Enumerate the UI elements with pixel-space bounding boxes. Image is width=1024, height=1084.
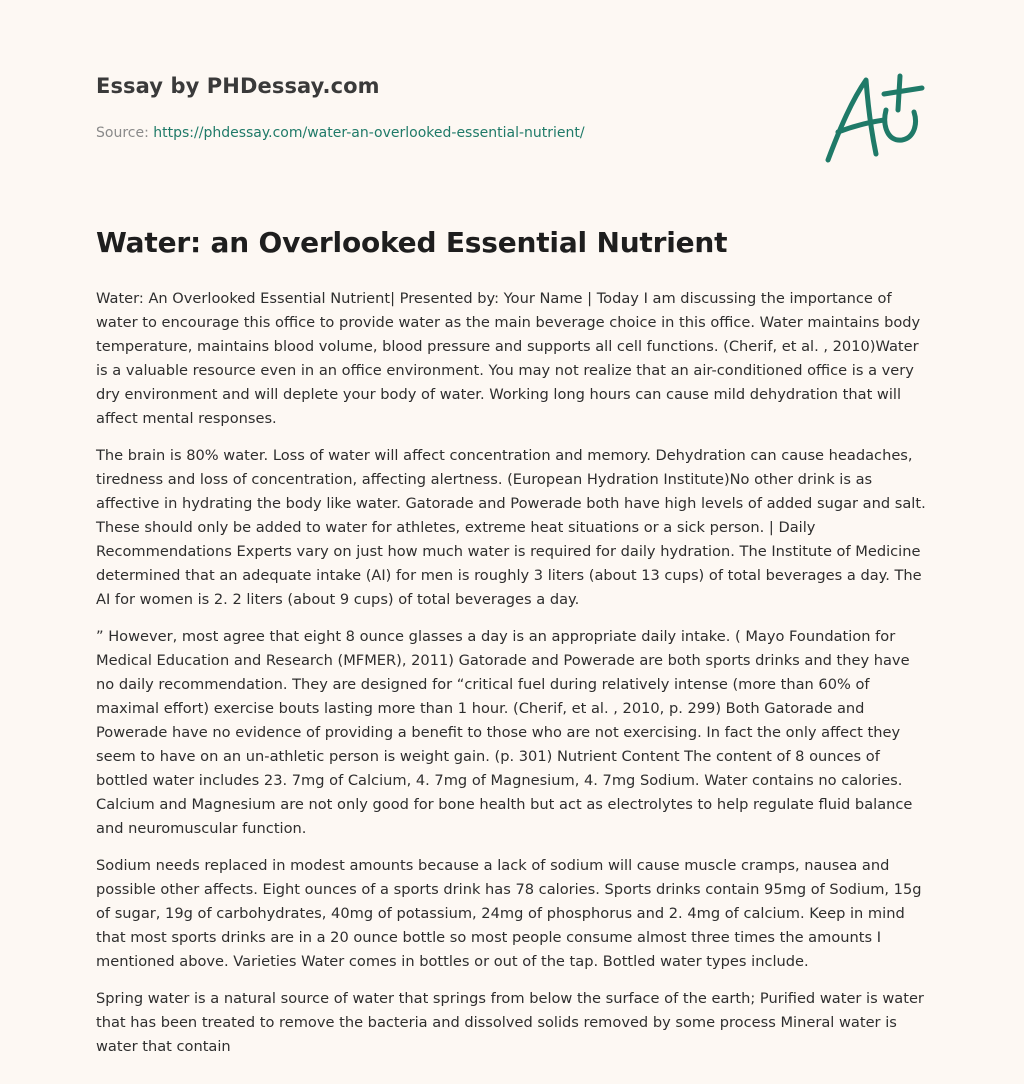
- essay-paragraph: Water: An Overlooked Essential Nutrient| Presented by: Your Name | Today I am discussing the importance of water to encourage this office to provide water as the main beverage choice in this office. Water maintains body temperature, maintains blood volume, blood pressure and supports all cell functions. (Cherif, et al. , 2010)Water is a valuable resource even in an office environment. You may not realize that an air-conditioned office is a very dry environment and will deplete your body of water. Working long hours can cause mild dehydration that will affect mental responses.: [96, 290, 921, 427]
- essay-paragraph: Sodium needs replaced in modest amounts because a lack of sodium will cause muscle cramps, nausea and possible other affects. Eight ounces of a sports drink has 78 calories. Sports drinks contain 95mg of Sodium, 15g of sugar, 19g of carbohydrates, 40mg of potassium, 24mg of phosphorus and 2. 4mg of calcium. Keep in mind that most sports drinks are in a 20 ounce bottle so most people consume almost three times the amounts I mentioned above. Varieties Water comes in bottles or out of the tap. Bottled water types include.: [96, 857, 922, 970]
- essay-paragraph: ” However, most agree that eight 8 ounce glasses a day is an appropriate daily intake. ( Mayo Foundation for Medical Education and Research (MFMER), 2011) Gatorade and Powerade are both sports drinks and they have no daily recommendation. They are designed for “critical fuel during relatively intense (more than 60% of maximal effort) exercise bouts lasting more than 1 hour. (Cherif, et al. , 2010, p. 299) Both Gatorade and Powerade have no evidence of providing a benefit to those who are not exercising. In fact the only affect they seem to have on an un-athletic person is weight gain. (p. 301) Nutrient Content The content of 8 ounces of bottled water includes 23. 7mg of Calcium, 4. 7mg of Magnesium, 4. 7mg Sodium. Water contains no calories. Calcium and Magnesium are not only good for bone health but act as electrolytes to help regulate fluid balance and neuromuscular function.: [96, 628, 913, 837]
- source-line: [96, 125, 796, 141]
- site-header: [96, 74, 796, 141]
- source-link[interactable]: https://phdessay.com/water-an-overlooked-essential-nutrient/: [153, 125, 585, 141]
- essay-title: Water: an Overlooked Essential Nutrient: [96, 226, 728, 259]
- essay-paragraph: The brain is 80% water. Loss of water will affect concentration and memory. Dehydration can cause headaches, tiredness and loss of concentration, affecting alertness. (European Hydration Institute)No other drink is as affective in hydrating the body like water. Gatorade and Powerade both have high levels of added sugar and salt. These should only be added to water for athletes, extreme heat situations or a sick person. | Daily Recommendations Experts vary on just how much water is required for daily hydration. The Institute of Medicine determined that an adequate intake (AI) for men is roughly 3 liters (about 13 cups) of total beverages a day. The AI for women is 2. 2 liters (about 9 cups) of total beverages a day.: [96, 447, 926, 608]
- brand-title: Essay by PHDessay.com: [96, 74, 380, 98]
- source-label: Source:: [96, 125, 149, 141]
- essay-paragraph: Spring water is a natural source of water that springs from below the surface of the earth; Purified water is water that has been treated to remove the bacteria and dissolved solids removed by some process Mineral water is water that contain: [96, 990, 924, 1055]
- essay-body: [96, 287, 928, 1072]
- a-plus-grade-icon: [818, 66, 930, 166]
